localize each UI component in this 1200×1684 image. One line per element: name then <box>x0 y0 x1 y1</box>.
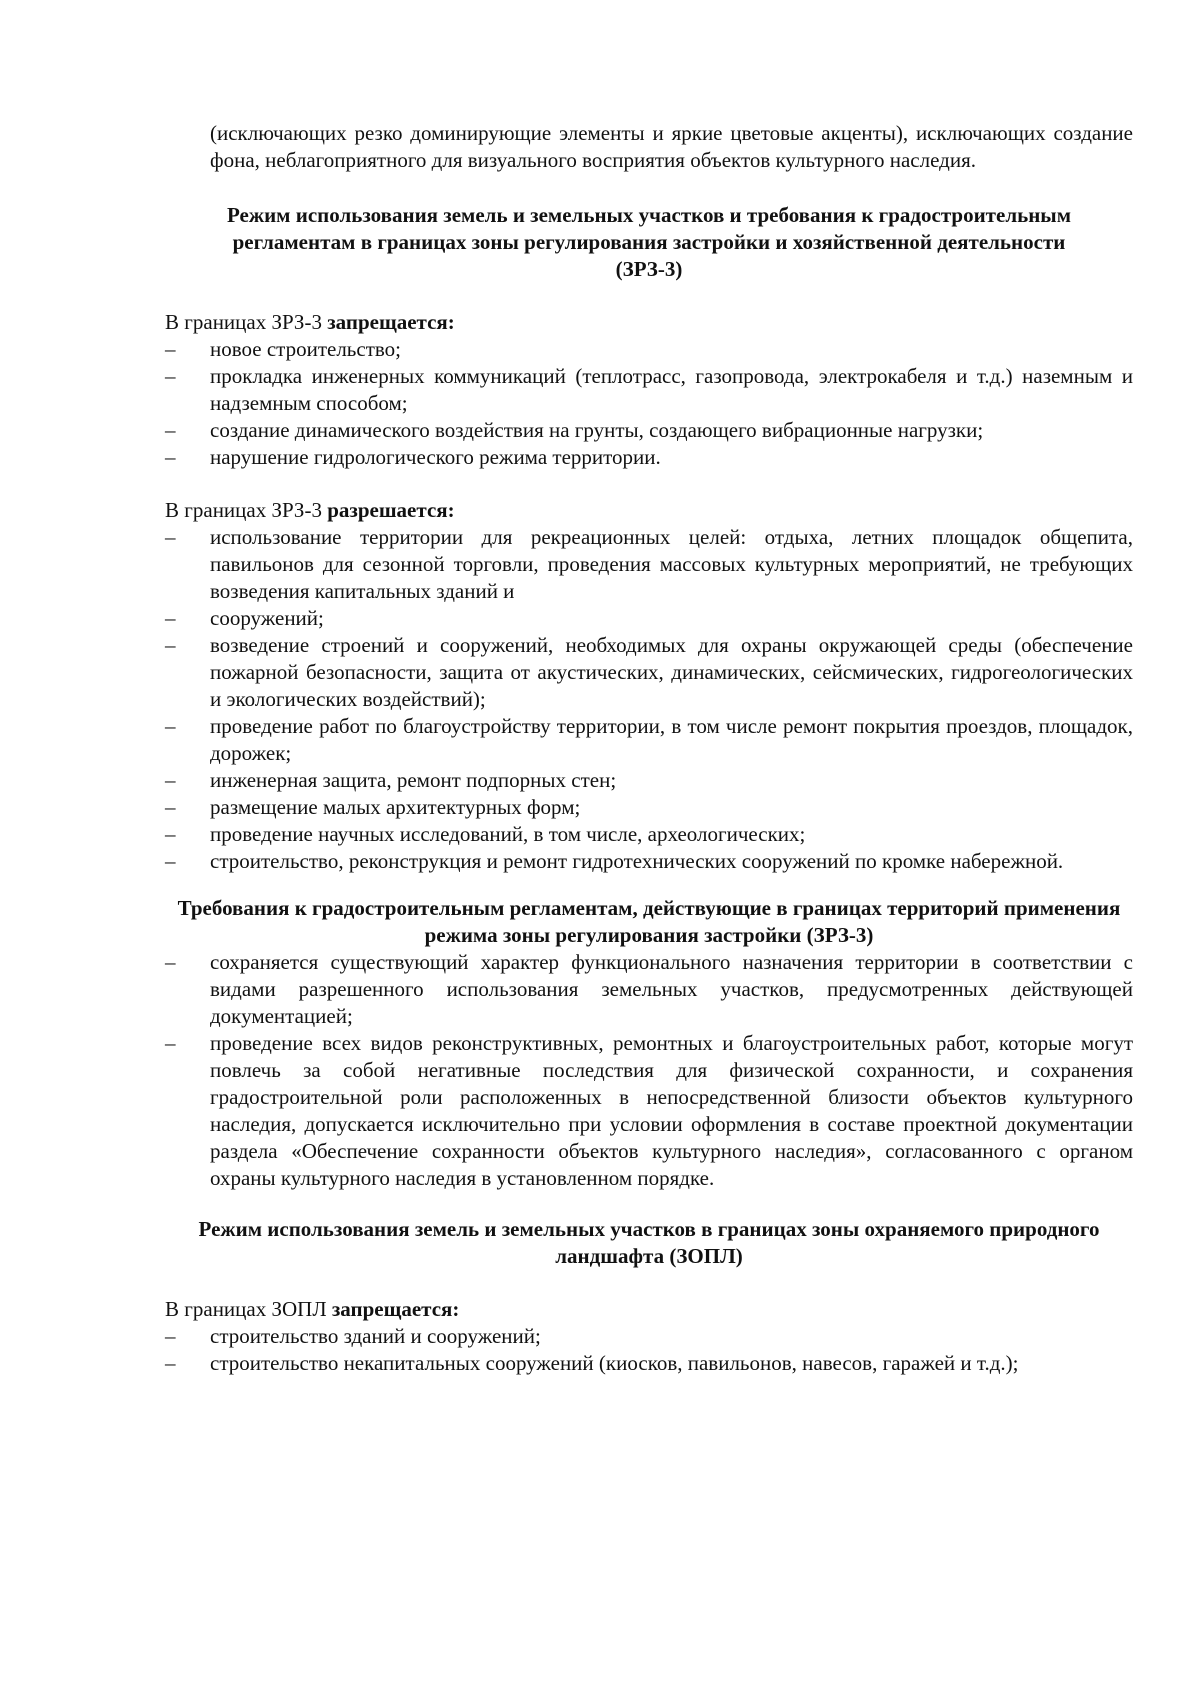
dash-marker: – <box>165 1031 176 1055</box>
prohibited-keyword: запрещается: <box>331 1297 460 1321</box>
list-item <box>165 848 1133 875</box>
list-item <box>165 632 1133 713</box>
list-item-text: проведение всех видов реконструктивных, ремонтных и благоустроительных работ, которые могут повлечь за собой негативные последствия для физической сохранности, и сохранения градостроительной роли расположенных в непосредственной близости объектов культурного наследия, допускается исключительно при условии оформления в составе проектной документации раздела «Обеспечение сохранности объектов культурного наследия», согласованного с органом охраны культурного наследия в установленном порядке. <box>210 1031 1133 1190</box>
dash-marker: – <box>165 418 176 442</box>
dash-marker: – <box>165 525 176 549</box>
list-item <box>165 1323 1093 1350</box>
section2-list <box>165 949 1133 1192</box>
list-item <box>165 336 1133 363</box>
list-item-text: строительство зданий и сооружений; <box>210 1324 541 1348</box>
prohibited-keyword: запрещается: <box>327 310 455 334</box>
allowed-keyword: разрешается: <box>327 498 455 522</box>
section3-heading: Режим использования земель и земельных участков в границах зоны охраняемого природного ландшафта (ЗОПЛ) <box>198 1217 1100 1268</box>
section1-prohibited-list <box>165 336 1133 471</box>
dash-marker: – <box>165 364 176 388</box>
section1-prohibited-lead <box>165 309 1133 336</box>
list-item-text: инженерная защита, ремонт подпорных стен; <box>210 768 617 792</box>
list-item <box>165 417 1133 444</box>
section1-heading: Режим использования земель и земельных участков и требования к градостроительным регламентам в границах зоны регулирования застройки и хозяйственной деятельности (ЗРЗ-3) <box>226 203 1072 281</box>
list-item-text: строительство, реконструкция и ремонт гидротехнических сооружений по кромке набережной. <box>210 849 1064 873</box>
dash-marker: – <box>165 337 176 361</box>
dash-marker: – <box>165 950 176 974</box>
list-item <box>165 444 1133 471</box>
dash-marker: – <box>165 1351 176 1375</box>
list-item-text: размещение малых архитектурных форм; <box>210 795 581 819</box>
document-page <box>165 120 1133 1377</box>
section1-allowed-lead <box>165 497 1133 524</box>
list-item <box>165 363 1133 417</box>
list-item <box>165 794 1133 821</box>
dash-marker: – <box>165 1324 176 1348</box>
dash-marker: – <box>165 768 176 792</box>
list-item-text: возведение строений и сооружений, необходимых для охраны окружающей среды (обеспечение пожарной безопасности, защита от акустических, динамических, сейсмических, гидрогеологических и экологических воздействий); <box>210 633 1133 711</box>
section3-prohibited-lead <box>165 1296 1133 1323</box>
dash-marker: – <box>165 606 176 630</box>
section2-heading: Требования к градостроительным регламентам, действующие в границах территорий применения режима зоны регулирования застройки (ЗРЗ-3) <box>177 896 1121 947</box>
list-item <box>165 821 1133 848</box>
list-item <box>165 1350 1093 1377</box>
section3-prohibited-list <box>165 1323 1133 1377</box>
list-item-text: нарушение гидрологического режима территории. <box>210 445 661 469</box>
dash-marker: – <box>165 714 176 738</box>
dash-marker: – <box>165 822 176 846</box>
dash-marker: – <box>165 849 176 873</box>
list-item <box>165 524 1133 605</box>
prohibited-lead-text: В границах ЗРЗ-3 <box>165 310 328 334</box>
list-item-text: создание динамического воздействия на грунты, создающего вибрационные нагрузки; <box>210 418 984 442</box>
prohibited-lead-text: В границах ЗОПЛ <box>165 1297 332 1321</box>
list-item-text: прокладка инженерных коммуникаций (теплотрасс, газопровода, электрокабеля и т.д.) наземным и надземным способом; <box>210 364 1133 415</box>
list-item <box>165 949 1133 1030</box>
intro-paragraph: (исключающих резко доминирующие элементы и яркие цветовые акценты), исключающих создание фона, неблагоприятного для визуального восприятия объектов культурного наследия. <box>210 121 1133 172</box>
list-item-text: проведение научных исследований, в том числе, археологических; <box>210 822 806 846</box>
list-item-text: новое строительство; <box>210 337 401 361</box>
dash-marker: – <box>165 795 176 819</box>
list-item-text: сооружений; <box>210 606 324 630</box>
list-item-text: проведение работ по благоустройству территории, в том числе ремонт покрытия проездов, площадок, дорожек; <box>210 714 1133 765</box>
allowed-lead-text: В границах ЗРЗ-3 <box>165 498 328 522</box>
dash-marker: – <box>165 633 176 657</box>
list-item <box>165 605 1133 632</box>
list-item-text: сохраняется существующий характер функционального назначения территории в соответствии с видами разрешенного использования земельных участков, предусмотренных действующей документацией; <box>210 950 1133 1028</box>
list-item-text: строительство некапитальных сооружений (киосков, павильонов, навесов, гаражей и т.д.); <box>210 1351 1019 1375</box>
dash-marker: – <box>165 445 176 469</box>
list-item <box>165 767 1133 794</box>
section1-allowed-list <box>165 524 1133 875</box>
list-item <box>165 713 1133 767</box>
list-item-text: использование территории для рекреационных целей: отдыха, летних площадок общепита, павильонов для сезонной торговли, проведения массовых культурных мероприятий, не требующих возведения капитальных зданий и <box>210 525 1133 603</box>
list-item <box>165 1030 1133 1192</box>
